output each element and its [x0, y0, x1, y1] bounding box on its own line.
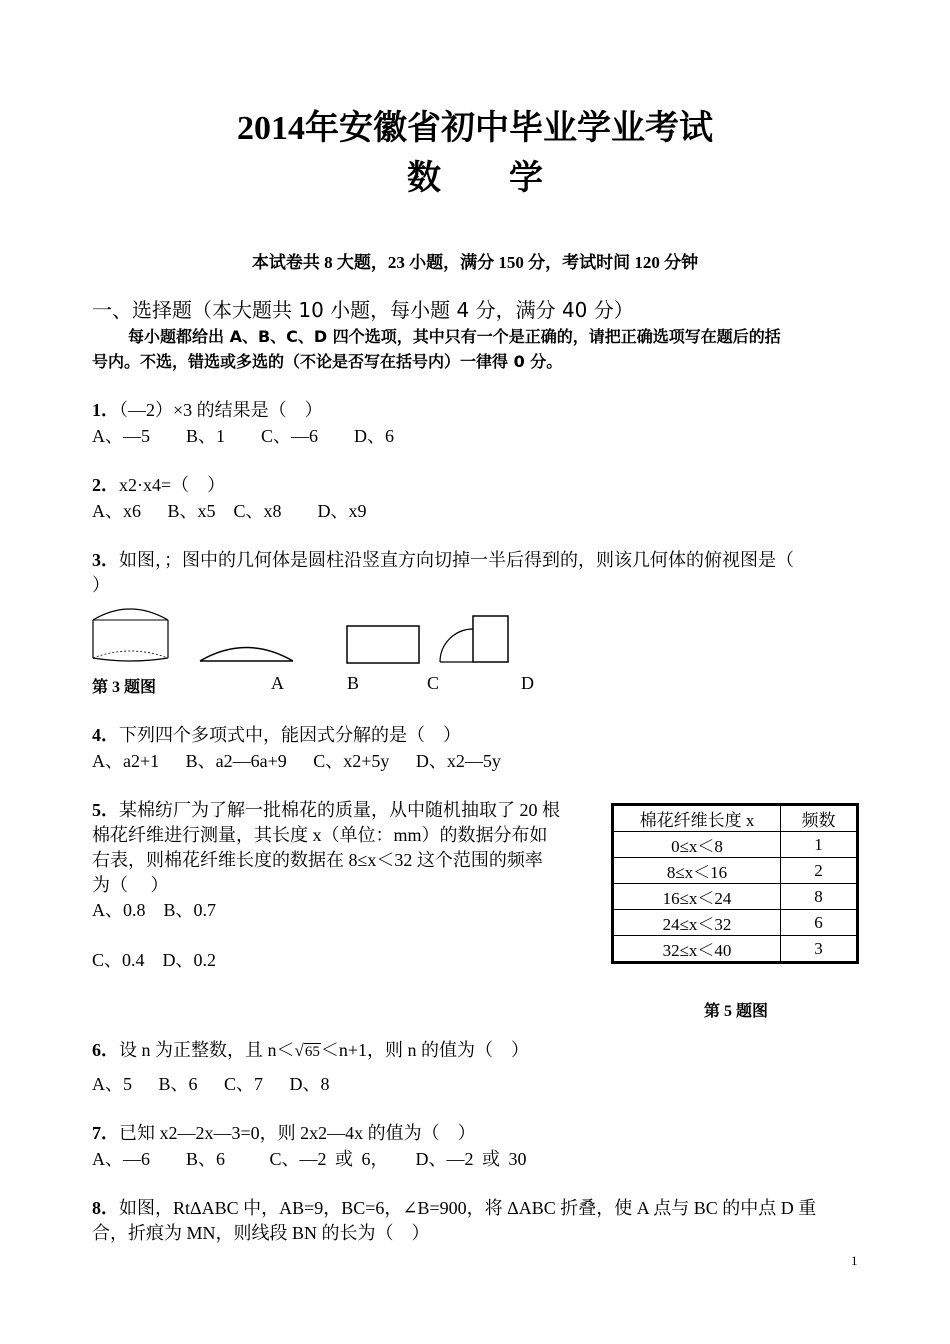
- table-cell: 6: [781, 910, 858, 936]
- table-cell: 3: [781, 936, 858, 963]
- question-number: 4．: [92, 725, 119, 745]
- section-instruction-line1: 每小题都给出 A、B、C、D 四个选项，其中只有一个是正确的，请把正确选项写在题后的括: [128, 327, 781, 346]
- question-text: （—2）×3 的结果是（ ）: [119, 400, 323, 420]
- exam-info: 本试卷共 8 大题，23 小题，满分 150 分，考试时间 120 分钟: [251, 253, 699, 272]
- table-header-row: [613, 805, 858, 832]
- table-row: [613, 884, 858, 910]
- table-row: [613, 858, 858, 884]
- question-5-text-line2: 棉花纤维进行测量，其长度 x（单位：mm）的数据分布如: [92, 825, 548, 845]
- question-5-text-line4: 为（ ）: [92, 875, 169, 895]
- question-text: 某棉纺厂为了解一批棉花的质量，从中随机抽取了 20 根: [119, 800, 560, 820]
- table-row: [613, 910, 858, 936]
- question-text: 已知 x2—2x—3=0，则 2x2—4x 的值为（ ）: [119, 1123, 476, 1143]
- question-6-options: A、5 B、6 C、7 D、8: [92, 1074, 330, 1094]
- table-header-cell: 棉花纤维长度 x: [613, 805, 781, 832]
- question-text: 如图，；图中的几何体是圆柱沿竖直方向切掉一半后得到的，则该几何体的俯视图是（: [119, 550, 794, 570]
- option-d-label: D: [521, 673, 534, 693]
- exam-title: 2014年安徽省初中毕业学业考试: [237, 110, 713, 147]
- question-5-options-line2: C、0.4 D、0.2: [92, 950, 217, 970]
- question-number: 2．: [92, 475, 119, 495]
- option-a-figure: [200, 648, 293, 662]
- question-1-options: A、—5 B、1 C、—6 D、6: [92, 426, 395, 446]
- question-2-options: A、x6 B、x5 C、x8 D、x9: [92, 501, 367, 521]
- question-1: [92, 396, 323, 422]
- frequency-table: [611, 803, 859, 964]
- question-5-caption: 第 5 题图: [704, 1003, 769, 1020]
- question-text: 下列四个多项式中，能因式分解的是（ ）: [119, 725, 461, 745]
- question-2: [92, 471, 225, 497]
- option-a-label: A: [271, 673, 284, 693]
- table-cell: 2: [781, 858, 858, 884]
- half-cylinder-figure: [93, 609, 168, 661]
- question-number: 5．: [92, 800, 119, 820]
- table-row: [613, 936, 858, 963]
- question-number: 6．: [92, 1040, 119, 1060]
- section-heading: 一、选择题（本大题共 10 小题，每小题 4 分，满分 40 分）: [92, 298, 634, 322]
- question-5-text-line3: 右表，则棉花纤维长度的数据在 8≤x＜32 这个范围的频率: [92, 850, 543, 870]
- option-b-figure: [347, 626, 419, 663]
- question-number: 3．: [92, 550, 119, 570]
- question-8: [92, 1194, 816, 1220]
- question-6: [92, 1036, 529, 1062]
- option-b-label: B: [347, 673, 360, 693]
- table-row: [613, 832, 858, 858]
- question-3-figures: [88, 600, 528, 670]
- table-cell: 16≤x＜24: [613, 884, 781, 910]
- question-7: [92, 1119, 476, 1145]
- option-c-label: C: [427, 673, 440, 693]
- question-4: [92, 721, 461, 747]
- question-number: 8．: [92, 1198, 119, 1218]
- question-8-text-line2: 合，折痕为 MN，则线段 BN 的长为（ ）: [92, 1223, 430, 1243]
- table-cell: 24≤x＜32: [613, 910, 781, 936]
- subject-title: 数 学: [407, 160, 543, 197]
- question-5: [92, 796, 560, 822]
- question-text-before: 设 n 为正整数，且 n＜: [119, 1040, 295, 1060]
- page-number: 1: [851, 1253, 858, 1268]
- question-3: [92, 546, 794, 572]
- section-instruction-line2: 号内。不选，错选或多选的（不论是否写在括号内）一律得 0 分。: [92, 352, 563, 371]
- question-number: 1．: [92, 400, 119, 420]
- question-text: x2·x4=（ ）: [119, 475, 226, 495]
- radicand: 65: [304, 1044, 320, 1060]
- question-4-options: A、a2+1 B、a2—6a+9 C、x2+5y D、x2—5y: [92, 751, 501, 771]
- question-3-caption: 第 3 题图: [92, 679, 157, 696]
- question-number: 7．: [92, 1123, 119, 1143]
- question-5-options-line1: A、0.8 B、0.7: [92, 900, 217, 920]
- square-root: [295, 1040, 321, 1061]
- table-header-cell: 频数: [781, 805, 858, 832]
- question-7-options: A、—6 B、6 C、—2 或 6， D、—2 或 30: [92, 1149, 527, 1169]
- question-3-text-cont: ）: [92, 575, 110, 595]
- table-cell: 8≤x＜16: [613, 858, 781, 884]
- option-c-figure: [440, 616, 508, 662]
- table-cell: 8: [781, 884, 858, 910]
- table-cell: 0≤x＜8: [613, 832, 781, 858]
- question-text: 如图，RtΔABC 中，AB=9，BC=6，∠B=900，将 ΔABC 折叠，使 A 点与 BC 的中点 D 重: [119, 1198, 817, 1218]
- table-cell: 1: [781, 832, 858, 858]
- radical-sign: √: [294, 1041, 304, 1060]
- table-cell: 32≤x＜40: [613, 936, 781, 963]
- question-text-after: ＜n+1，则 n 的值为（ ）: [320, 1040, 529, 1060]
